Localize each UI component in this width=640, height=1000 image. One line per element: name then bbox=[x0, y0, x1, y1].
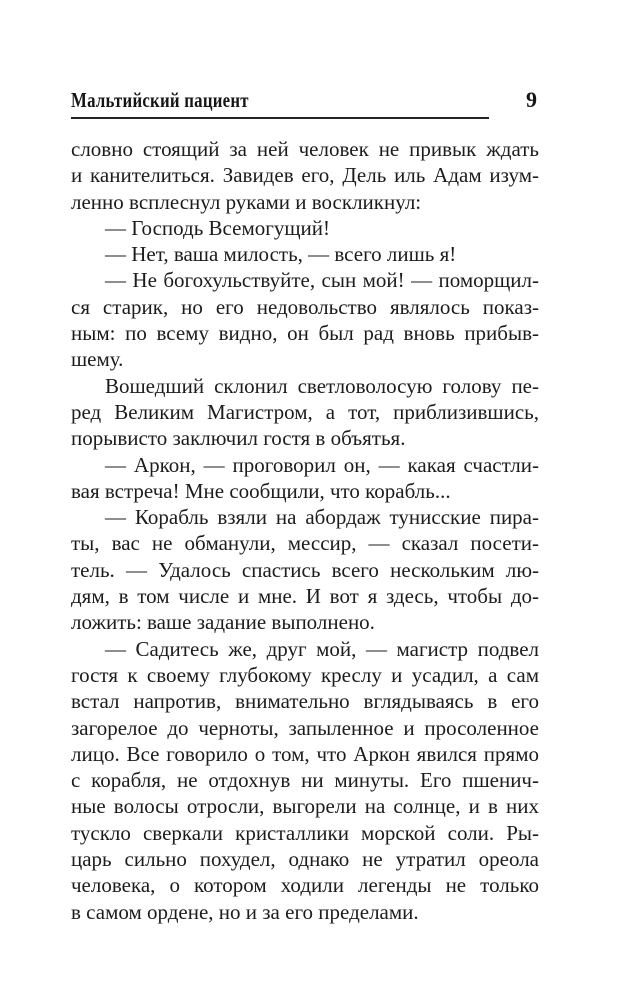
paragraph bbox=[71, 452, 539, 505]
text-line: ленно всплеснул руками и воскликнул: bbox=[71, 189, 422, 214]
text-line: ложить: ваше задание выполнено. bbox=[71, 610, 375, 635]
paragraph bbox=[71, 136, 539, 215]
text-line: загорелое до черноты, запыленное и просоленное bbox=[71, 715, 539, 740]
text-line: и канителиться. Завидев его, Дель иль Адам изум- bbox=[71, 163, 539, 188]
page-body bbox=[71, 136, 539, 925]
text-line: вая встреча! Мне сообщили, что корабль... bbox=[71, 478, 451, 503]
text-line: царь сильно похудел, однако не утратил ореола bbox=[71, 847, 539, 872]
text-line: ред Великим Магистром, а тот, приблизившись, bbox=[71, 399, 539, 424]
header-rule bbox=[71, 117, 489, 119]
page-number: 9 bbox=[526, 87, 537, 112]
paragraph bbox=[71, 267, 539, 372]
text-line: с корабля, не отдохнув ни минуты. Его пшенич- bbox=[71, 768, 539, 793]
text-line: ся старик, но его недовольство являлось показ- bbox=[71, 294, 539, 319]
text-line: в самом ордене, но и за его пределами. bbox=[71, 899, 419, 924]
text-line: словно стоящий за ней человек не привык ждать bbox=[71, 137, 539, 161]
text-line: человека, о котором ходили легенды не только bbox=[71, 873, 539, 898]
text-line: Вошедший склонил светловолосую голову пе- bbox=[105, 373, 539, 398]
paragraph bbox=[71, 373, 539, 452]
text-line: тускло сверкали кристаллики морской соли. Ры- bbox=[71, 820, 539, 845]
paragraph bbox=[71, 636, 539, 925]
text-line: ным: по всему видно, он был рад вновь прибыв- bbox=[71, 321, 539, 346]
page-header bbox=[71, 88, 539, 119]
text-line: порывисто заключил гостя в объятья. bbox=[71, 426, 406, 451]
text-line: — Аркон, — проговорил он, — какая счастли- bbox=[105, 452, 539, 477]
text-line: встал напротив, внимательно вглядываясь в его bbox=[71, 689, 539, 714]
text-line: лицо. Все говорило о том, что Аркон явился прямо bbox=[71, 741, 539, 766]
text-line: — Садитесь же, друг мой, — магистр подвел bbox=[105, 636, 539, 661]
text-line: шему. bbox=[71, 347, 124, 372]
text-line: — Не богохульствуйте, сын мой! — поморщил- bbox=[105, 268, 539, 293]
text-line: — Корабль взяли на абордаж тунисские пира- bbox=[105, 505, 539, 530]
running-title: Мальтийский пациент bbox=[71, 88, 249, 112]
text-line: ты, вас не обманули, мессир, — сказал посети- bbox=[71, 531, 539, 556]
text-line: ные волосы отросли, выгорели на солнце, и в них bbox=[71, 794, 539, 819]
paragraph bbox=[71, 215, 539, 241]
paragraph bbox=[71, 504, 539, 635]
paragraph bbox=[71, 241, 539, 267]
text-line: дям, в том числе и мне. И вот я здесь, чтобы до- bbox=[71, 584, 539, 609]
text-line: тель. — Удалось спастись всего нескольким лю- bbox=[71, 557, 539, 582]
text-line: — Нет, ваша милость, — всего лишь я! bbox=[105, 242, 457, 267]
text-line: гостя к своему глубокому креслу и усадил, а сам bbox=[71, 662, 539, 687]
text-line: — Господь Всемогущий! bbox=[105, 215, 330, 240]
